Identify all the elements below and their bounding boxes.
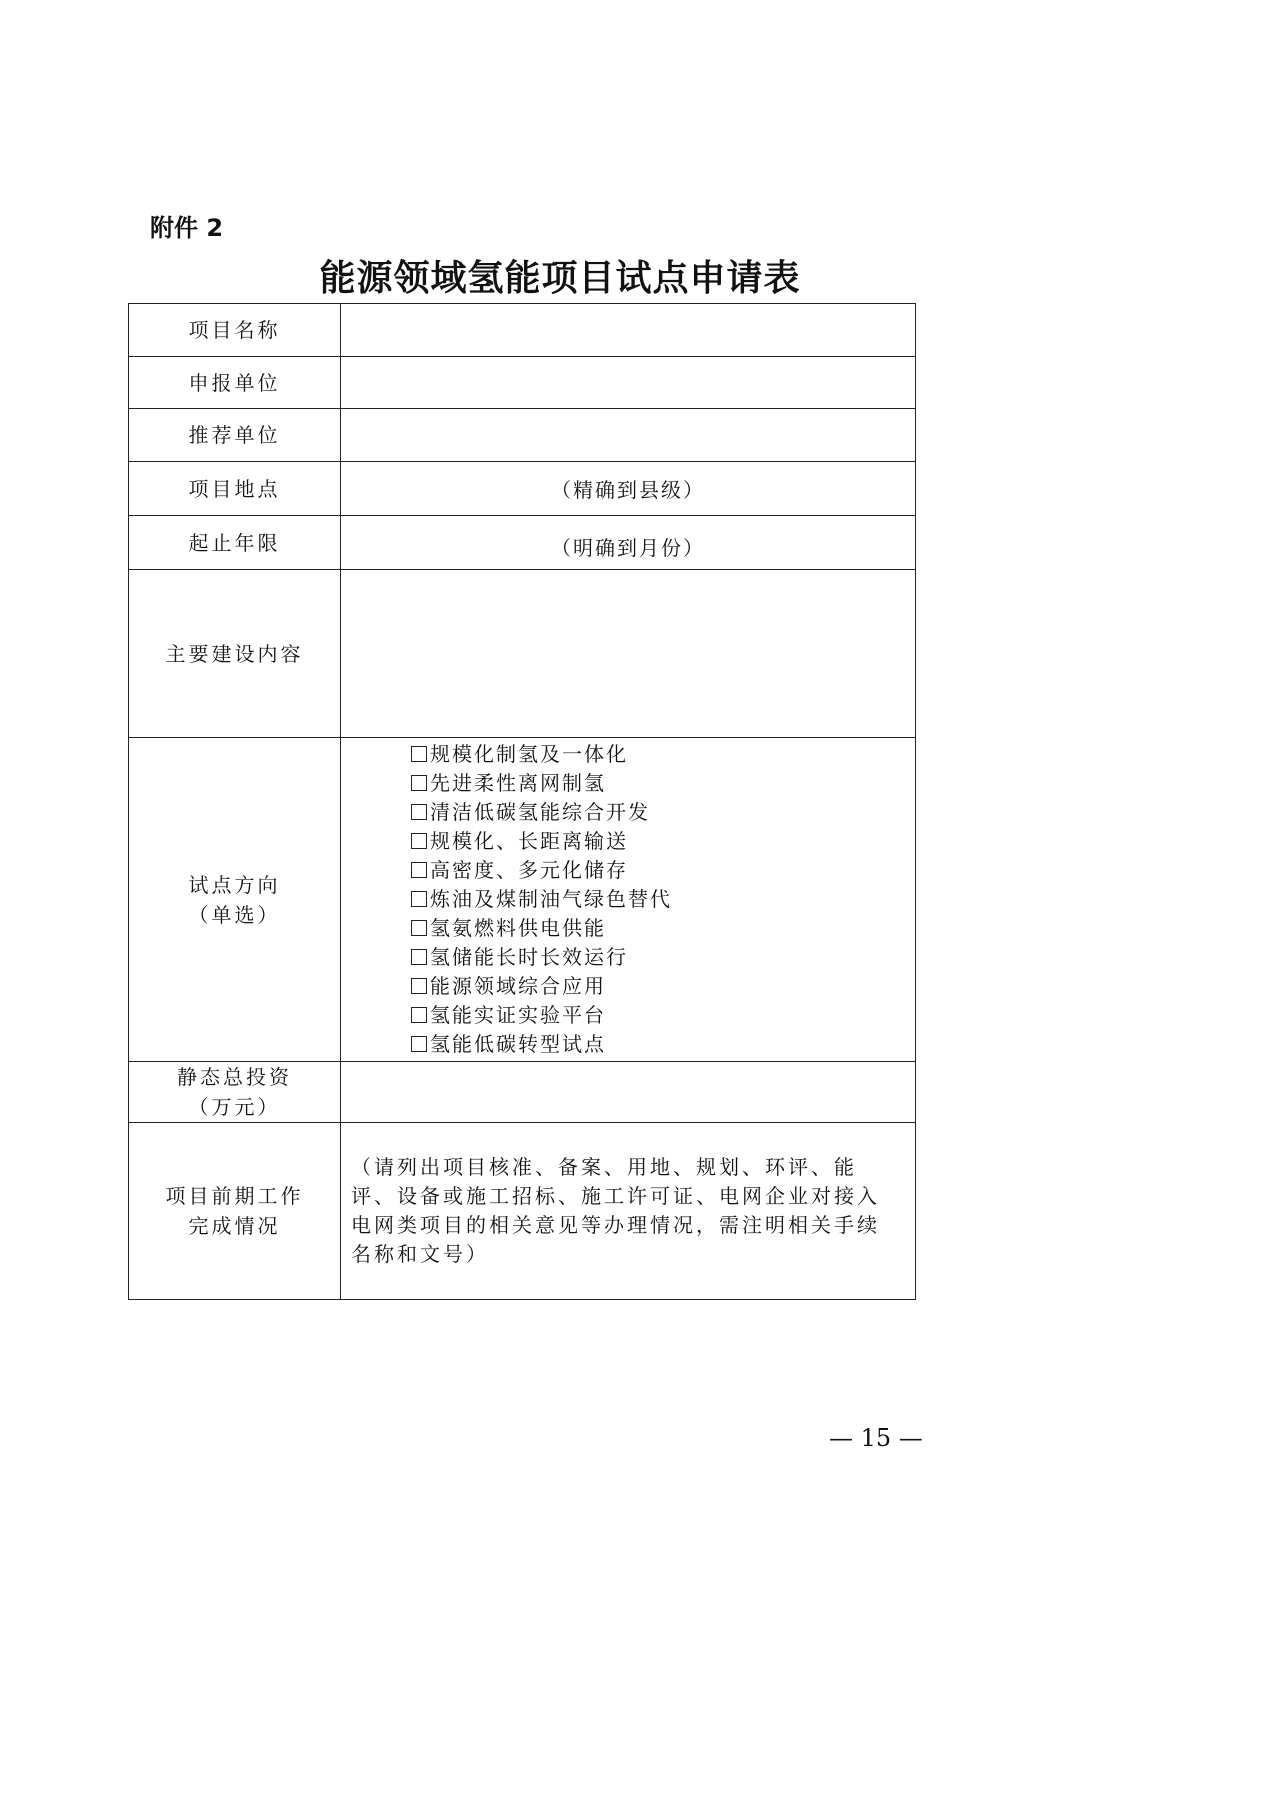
checkbox-icon[interactable] bbox=[411, 804, 427, 820]
direction-label-line2: （单选） bbox=[188, 902, 281, 927]
construction-field[interactable] bbox=[341, 570, 916, 738]
direction-option[interactable] bbox=[411, 914, 915, 943]
direction-label-line1: 试点方向 bbox=[188, 872, 281, 897]
direction-option[interactable] bbox=[411, 885, 915, 914]
checkbox-icon[interactable] bbox=[411, 746, 427, 762]
construction-label: 主要建设内容 bbox=[129, 570, 341, 738]
project-name-label: 项目名称 bbox=[129, 304, 341, 357]
direction-option[interactable] bbox=[411, 1030, 915, 1059]
direction-option-label: 氢储能长时长效运行 bbox=[430, 945, 628, 969]
investment-label-line1: 静态总投资 bbox=[177, 1065, 292, 1089]
row-investment bbox=[129, 1062, 916, 1123]
location-label: 项目地点 bbox=[129, 462, 341, 516]
direction-option-label: 高密度、多元化储存 bbox=[430, 858, 628, 882]
direction-option-label: 规模化制氢及一体化 bbox=[430, 742, 628, 766]
checkbox-icon[interactable] bbox=[411, 862, 427, 878]
checkbox-icon[interactable] bbox=[411, 891, 427, 907]
period-field[interactable]: （明确到月份） bbox=[341, 516, 916, 570]
checkbox-icon[interactable] bbox=[411, 949, 427, 965]
investment-label-line2: （万元） bbox=[188, 1095, 281, 1119]
checkbox-icon[interactable] bbox=[411, 1007, 427, 1023]
applicant-field[interactable] bbox=[341, 357, 916, 409]
direction-option[interactable] bbox=[411, 798, 915, 827]
period-label: 起止年限 bbox=[129, 516, 341, 570]
direction-option[interactable] bbox=[411, 856, 915, 885]
checkbox-icon[interactable] bbox=[411, 978, 427, 994]
applicant-label: 申报单位 bbox=[129, 357, 341, 409]
attachment-label: 附件 2 bbox=[150, 214, 224, 242]
preliminary-label-line2: 完成情况 bbox=[188, 1214, 281, 1238]
direction-option-label: 清洁低碳氢能综合开发 bbox=[430, 800, 650, 824]
application-form-table bbox=[128, 303, 916, 1300]
preliminary-label bbox=[129, 1123, 341, 1300]
row-preliminary bbox=[129, 1123, 916, 1300]
page-number: — 15 — bbox=[829, 1424, 923, 1452]
direction-option[interactable] bbox=[411, 1001, 915, 1030]
row-period bbox=[129, 516, 916, 570]
form-title: 能源领域氢能项目试点申请表 bbox=[319, 257, 801, 299]
checkbox-icon[interactable] bbox=[411, 775, 427, 791]
direction-label bbox=[129, 738, 341, 1062]
direction-option-label: 氢能实证实验平台 bbox=[430, 1003, 606, 1027]
direction-option-label: 氢能低碳转型试点 bbox=[430, 1032, 606, 1056]
recommender-field[interactable] bbox=[341, 409, 916, 462]
checkbox-icon[interactable] bbox=[411, 1036, 427, 1052]
direction-option[interactable] bbox=[411, 827, 915, 856]
investment-label bbox=[129, 1062, 341, 1123]
direction-option-label: 能源领域综合应用 bbox=[430, 974, 606, 998]
direction-option-label: 炼油及煤制油气绿色替代 bbox=[430, 887, 672, 911]
recommender-label: 推荐单位 bbox=[129, 409, 341, 462]
row-direction bbox=[129, 738, 916, 1062]
project-name-field[interactable] bbox=[341, 304, 916, 357]
row-project-name bbox=[129, 304, 916, 357]
direction-option-label: 规模化、长距离输送 bbox=[430, 829, 628, 853]
row-recommender bbox=[129, 409, 916, 462]
direction-options bbox=[341, 738, 916, 1062]
checkbox-icon[interactable] bbox=[411, 833, 427, 849]
row-applicant bbox=[129, 357, 916, 409]
preliminary-label-line1: 项目前期工作 bbox=[165, 1184, 304, 1208]
direction-option[interactable] bbox=[411, 740, 915, 769]
direction-option[interactable] bbox=[411, 769, 915, 798]
location-field[interactable]: （精确到县级） bbox=[341, 462, 916, 516]
investment-field[interactable] bbox=[341, 1062, 916, 1123]
direction-option-label: 氢氨燃料供电供能 bbox=[430, 916, 606, 940]
direction-option[interactable] bbox=[411, 972, 915, 1001]
preliminary-note: （请列出项目核准、备案、用地、规划、环评、能评、设备或施工招标、施工许可证、电网企业对接入电网类项目的相关意见等办理情况，需注明相关手续名称和文号） bbox=[351, 1155, 880, 1266]
checkbox-icon[interactable] bbox=[411, 920, 427, 936]
direction-option[interactable] bbox=[411, 943, 915, 972]
row-location bbox=[129, 462, 916, 516]
direction-option-label: 先进柔性离网制氢 bbox=[430, 771, 606, 795]
row-construction bbox=[129, 570, 916, 738]
preliminary-field[interactable] bbox=[341, 1123, 916, 1300]
